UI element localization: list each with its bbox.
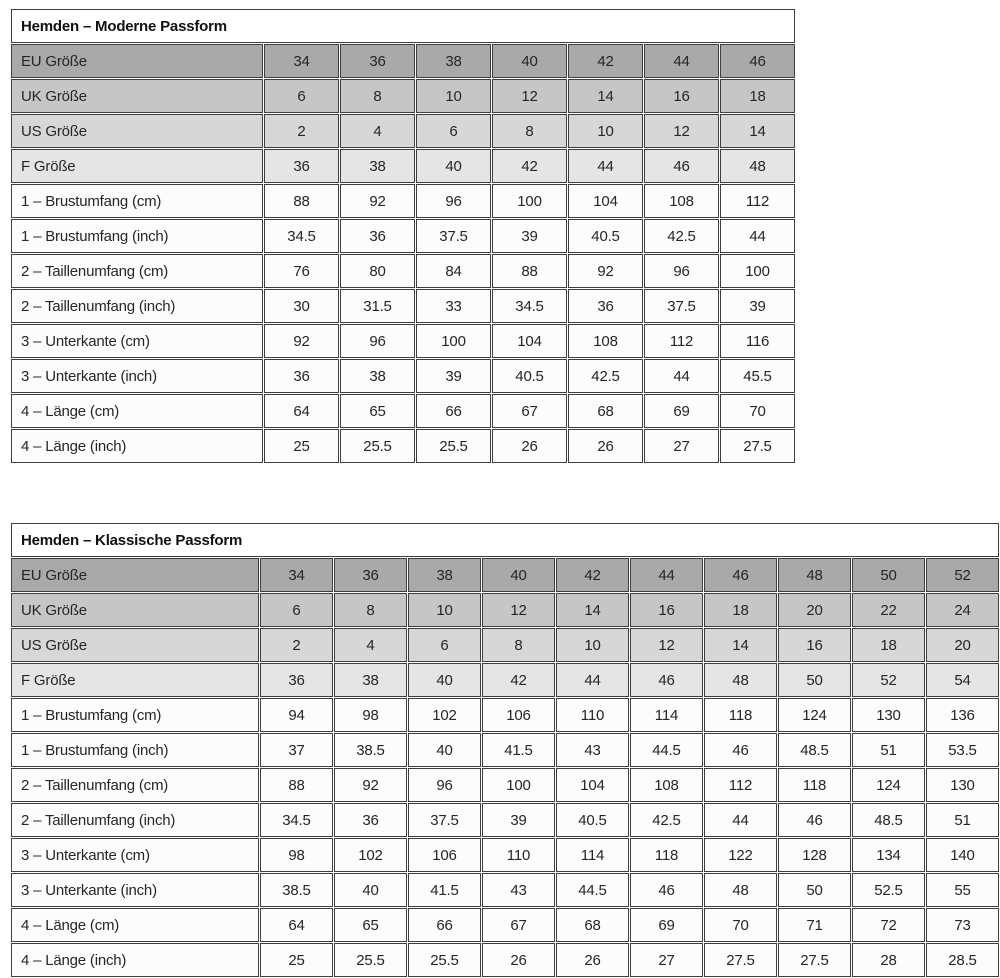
size-value-cell: 42 bbox=[568, 44, 643, 78]
size-value-cell: 40.5 bbox=[568, 219, 643, 253]
table-row bbox=[11, 149, 795, 183]
size-value-cell: 36 bbox=[340, 44, 415, 78]
size-value-cell: 104 bbox=[492, 324, 567, 358]
size-value-cell: 88 bbox=[492, 254, 567, 288]
size-value-cell: 46 bbox=[644, 149, 719, 183]
size-value-cell: 100 bbox=[416, 324, 491, 358]
size-value-cell: 36 bbox=[568, 289, 643, 323]
size-value-cell: 39 bbox=[416, 359, 491, 393]
size-value-cell: 69 bbox=[630, 908, 703, 942]
size-value-cell: 73 bbox=[926, 908, 999, 942]
size-value-cell: 44 bbox=[630, 558, 703, 592]
size-value-cell: 108 bbox=[644, 184, 719, 218]
size-value-cell: 48.5 bbox=[778, 733, 851, 767]
size-value-cell: 51 bbox=[852, 733, 925, 767]
size-value-cell: 12 bbox=[644, 114, 719, 148]
size-value-cell: 27 bbox=[630, 943, 703, 977]
size-value-cell: 39 bbox=[492, 219, 567, 253]
size-value-cell: 34 bbox=[260, 558, 333, 592]
table-row bbox=[11, 394, 795, 428]
size-value-cell: 28.5 bbox=[926, 943, 999, 977]
size-value-cell: 42 bbox=[556, 558, 629, 592]
size-value-cell: 38 bbox=[408, 558, 481, 592]
size-value-cell: 88 bbox=[264, 184, 339, 218]
size-value-cell: 16 bbox=[630, 593, 703, 627]
size-value-cell: 44 bbox=[556, 663, 629, 697]
size-value-cell: 30 bbox=[264, 289, 339, 323]
row-label: 2 – Taillenumfang (cm) bbox=[11, 768, 259, 802]
row-label: 4 – Länge (cm) bbox=[11, 394, 263, 428]
size-value-cell: 38.5 bbox=[260, 873, 333, 907]
size-value-cell: 44.5 bbox=[556, 873, 629, 907]
size-value-cell: 98 bbox=[260, 838, 333, 872]
size-value-cell: 64 bbox=[264, 394, 339, 428]
size-value-cell: 44 bbox=[568, 149, 643, 183]
size-value-cell: 22 bbox=[852, 593, 925, 627]
table-row bbox=[11, 79, 795, 113]
size-value-cell: 36 bbox=[340, 219, 415, 253]
title-row bbox=[11, 523, 999, 557]
size-value-cell: 92 bbox=[340, 184, 415, 218]
size-value-cell: 110 bbox=[556, 698, 629, 732]
row-label: F Größe bbox=[11, 149, 263, 183]
size-value-cell: 44 bbox=[644, 44, 719, 78]
size-value-cell: 41.5 bbox=[482, 733, 555, 767]
size-value-cell: 104 bbox=[556, 768, 629, 802]
size-value-cell: 96 bbox=[644, 254, 719, 288]
size-value-cell: 104 bbox=[568, 184, 643, 218]
size-value-cell: 27.5 bbox=[704, 943, 777, 977]
size-value-cell: 102 bbox=[408, 698, 481, 732]
size-value-cell: 108 bbox=[630, 768, 703, 802]
size-value-cell: 70 bbox=[704, 908, 777, 942]
size-value-cell: 34.5 bbox=[260, 803, 333, 837]
size-value-cell: 80 bbox=[340, 254, 415, 288]
size-value-cell: 2 bbox=[260, 628, 333, 662]
row-label: EU Größe bbox=[11, 558, 259, 592]
size-value-cell: 16 bbox=[644, 79, 719, 113]
size-value-cell: 43 bbox=[556, 733, 629, 767]
size-value-cell: 27 bbox=[644, 429, 719, 463]
row-label: US Größe bbox=[11, 628, 259, 662]
size-value-cell: 108 bbox=[568, 324, 643, 358]
size-value-cell: 48.5 bbox=[852, 803, 925, 837]
size-value-cell: 37.5 bbox=[644, 289, 719, 323]
size-value-cell: 25 bbox=[264, 429, 339, 463]
size-value-cell: 6 bbox=[416, 114, 491, 148]
table-row bbox=[11, 733, 999, 767]
size-value-cell: 34 bbox=[264, 44, 339, 78]
row-label: 2 – Taillenumfang (inch) bbox=[11, 289, 263, 323]
size-value-cell: 53.5 bbox=[926, 733, 999, 767]
size-value-cell: 92 bbox=[334, 768, 407, 802]
size-value-cell: 116 bbox=[720, 324, 795, 358]
size-value-cell: 114 bbox=[556, 838, 629, 872]
size-value-cell: 39 bbox=[720, 289, 795, 323]
size-value-cell: 39 bbox=[482, 803, 555, 837]
size-value-cell: 26 bbox=[568, 429, 643, 463]
table-row bbox=[11, 219, 795, 253]
table-row bbox=[11, 943, 999, 977]
size-value-cell: 130 bbox=[926, 768, 999, 802]
size-value-cell: 88 bbox=[260, 768, 333, 802]
size-chart-klassische-passform bbox=[10, 522, 1000, 978]
size-value-cell: 124 bbox=[778, 698, 851, 732]
size-value-cell: 64 bbox=[260, 908, 333, 942]
size-table bbox=[10, 8, 796, 464]
size-value-cell: 40 bbox=[492, 44, 567, 78]
row-label: EU Größe bbox=[11, 44, 263, 78]
size-value-cell: 50 bbox=[778, 663, 851, 697]
size-value-cell: 46 bbox=[720, 44, 795, 78]
row-label: 4 – Länge (inch) bbox=[11, 943, 259, 977]
size-value-cell: 67 bbox=[482, 908, 555, 942]
size-value-cell: 50 bbox=[778, 873, 851, 907]
row-label: 1 – Brustumfang (inch) bbox=[11, 219, 263, 253]
size-value-cell: 36 bbox=[264, 149, 339, 183]
title-row bbox=[11, 9, 795, 43]
size-value-cell: 38 bbox=[340, 359, 415, 393]
table-row bbox=[11, 838, 999, 872]
size-value-cell: 118 bbox=[704, 698, 777, 732]
size-value-cell: 94 bbox=[260, 698, 333, 732]
size-value-cell: 34.5 bbox=[264, 219, 339, 253]
size-value-cell: 124 bbox=[852, 768, 925, 802]
size-value-cell: 42.5 bbox=[568, 359, 643, 393]
size-value-cell: 44 bbox=[720, 219, 795, 253]
size-value-cell: 100 bbox=[720, 254, 795, 288]
size-value-cell: 106 bbox=[408, 838, 481, 872]
size-table bbox=[10, 522, 1000, 978]
size-value-cell: 6 bbox=[408, 628, 481, 662]
table-row bbox=[11, 558, 999, 592]
row-label: 4 – Länge (inch) bbox=[11, 429, 263, 463]
size-value-cell: 40 bbox=[408, 663, 481, 697]
size-value-cell: 18 bbox=[704, 593, 777, 627]
size-value-cell: 48 bbox=[704, 873, 777, 907]
table-row bbox=[11, 324, 795, 358]
size-value-cell: 114 bbox=[630, 698, 703, 732]
size-value-cell: 4 bbox=[334, 628, 407, 662]
size-value-cell: 10 bbox=[556, 628, 629, 662]
table-row bbox=[11, 698, 999, 732]
row-label: 2 – Taillenumfang (inch) bbox=[11, 803, 259, 837]
size-value-cell: 4 bbox=[340, 114, 415, 148]
row-label: 3 – Unterkante (cm) bbox=[11, 324, 263, 358]
size-value-cell: 33 bbox=[416, 289, 491, 323]
table-row bbox=[11, 254, 795, 288]
row-label: F Größe bbox=[11, 663, 259, 697]
size-value-cell: 18 bbox=[852, 628, 925, 662]
size-value-cell: 46 bbox=[704, 558, 777, 592]
size-value-cell: 50 bbox=[852, 558, 925, 592]
size-value-cell: 48 bbox=[704, 663, 777, 697]
size-value-cell: 36 bbox=[264, 359, 339, 393]
size-value-cell: 43 bbox=[482, 873, 555, 907]
table-row bbox=[11, 429, 795, 463]
size-value-cell: 42 bbox=[482, 663, 555, 697]
size-value-cell: 8 bbox=[482, 628, 555, 662]
size-value-cell: 66 bbox=[416, 394, 491, 428]
size-value-cell: 96 bbox=[408, 768, 481, 802]
size-value-cell: 25.5 bbox=[416, 429, 491, 463]
size-value-cell: 98 bbox=[334, 698, 407, 732]
size-value-cell: 42.5 bbox=[644, 219, 719, 253]
size-value-cell: 112 bbox=[644, 324, 719, 358]
size-value-cell: 40 bbox=[408, 733, 481, 767]
size-value-cell: 14 bbox=[556, 593, 629, 627]
row-label: 1 – Brustumfang (cm) bbox=[11, 698, 259, 732]
size-value-cell: 84 bbox=[416, 254, 491, 288]
size-value-cell: 44 bbox=[704, 803, 777, 837]
size-value-cell: 48 bbox=[720, 149, 795, 183]
row-label: 4 – Länge (cm) bbox=[11, 908, 259, 942]
size-value-cell: 25.5 bbox=[340, 429, 415, 463]
table-row bbox=[11, 908, 999, 942]
size-value-cell: 10 bbox=[408, 593, 481, 627]
size-value-cell: 12 bbox=[492, 79, 567, 113]
table-row bbox=[11, 359, 795, 393]
size-value-cell: 46 bbox=[704, 733, 777, 767]
size-value-cell: 25.5 bbox=[334, 943, 407, 977]
table-row bbox=[11, 663, 999, 697]
table-body bbox=[11, 9, 795, 463]
size-value-cell: 52.5 bbox=[852, 873, 925, 907]
size-value-cell: 46 bbox=[778, 803, 851, 837]
size-value-cell: 20 bbox=[778, 593, 851, 627]
table-body bbox=[11, 523, 999, 977]
size-value-cell: 55 bbox=[926, 873, 999, 907]
row-label: 2 – Taillenumfang (cm) bbox=[11, 254, 263, 288]
size-value-cell: 20 bbox=[926, 628, 999, 662]
table-title: Hemden – Moderne Passform bbox=[11, 9, 795, 43]
size-value-cell: 26 bbox=[492, 429, 567, 463]
size-value-cell: 27.5 bbox=[720, 429, 795, 463]
size-value-cell: 69 bbox=[644, 394, 719, 428]
size-value-cell: 6 bbox=[264, 79, 339, 113]
size-value-cell: 46 bbox=[630, 873, 703, 907]
size-value-cell: 100 bbox=[492, 184, 567, 218]
size-value-cell: 44 bbox=[644, 359, 719, 393]
size-value-cell: 14 bbox=[720, 114, 795, 148]
size-value-cell: 2 bbox=[264, 114, 339, 148]
size-value-cell: 48 bbox=[778, 558, 851, 592]
size-value-cell: 54 bbox=[926, 663, 999, 697]
table-row bbox=[11, 768, 999, 802]
size-value-cell: 51 bbox=[926, 803, 999, 837]
size-value-cell: 40 bbox=[482, 558, 555, 592]
size-value-cell: 52 bbox=[852, 663, 925, 697]
size-value-cell: 25.5 bbox=[408, 943, 481, 977]
size-value-cell: 36 bbox=[260, 663, 333, 697]
size-value-cell: 134 bbox=[852, 838, 925, 872]
size-value-cell: 68 bbox=[556, 908, 629, 942]
size-value-cell: 65 bbox=[340, 394, 415, 428]
size-value-cell: 102 bbox=[334, 838, 407, 872]
size-value-cell: 25 bbox=[260, 943, 333, 977]
row-label: 3 – Unterkante (cm) bbox=[11, 838, 259, 872]
size-value-cell: 96 bbox=[340, 324, 415, 358]
table-row bbox=[11, 184, 795, 218]
size-value-cell: 40 bbox=[334, 873, 407, 907]
size-value-cell: 71 bbox=[778, 908, 851, 942]
size-value-cell: 37.5 bbox=[408, 803, 481, 837]
table-row bbox=[11, 593, 999, 627]
size-value-cell: 38 bbox=[416, 44, 491, 78]
row-label: 1 – Brustumfang (cm) bbox=[11, 184, 263, 218]
size-value-cell: 72 bbox=[852, 908, 925, 942]
size-value-cell: 96 bbox=[416, 184, 491, 218]
table-row bbox=[11, 803, 999, 837]
table-title: Hemden – Klassische Passform bbox=[11, 523, 999, 557]
size-value-cell: 112 bbox=[704, 768, 777, 802]
size-value-cell: 45.5 bbox=[720, 359, 795, 393]
size-value-cell: 6 bbox=[260, 593, 333, 627]
size-value-cell: 36 bbox=[334, 803, 407, 837]
size-value-cell: 28 bbox=[852, 943, 925, 977]
size-value-cell: 66 bbox=[408, 908, 481, 942]
size-value-cell: 40.5 bbox=[556, 803, 629, 837]
size-value-cell: 14 bbox=[704, 628, 777, 662]
size-value-cell: 26 bbox=[556, 943, 629, 977]
size-value-cell: 10 bbox=[568, 114, 643, 148]
row-label: UK Größe bbox=[11, 593, 259, 627]
size-value-cell: 52 bbox=[926, 558, 999, 592]
row-label: US Größe bbox=[11, 114, 263, 148]
size-value-cell: 112 bbox=[720, 184, 795, 218]
size-value-cell: 41.5 bbox=[408, 873, 481, 907]
size-value-cell: 37 bbox=[260, 733, 333, 767]
size-value-cell: 38 bbox=[340, 149, 415, 183]
size-value-cell: 12 bbox=[630, 628, 703, 662]
size-value-cell: 140 bbox=[926, 838, 999, 872]
size-value-cell: 16 bbox=[778, 628, 851, 662]
size-value-cell: 76 bbox=[264, 254, 339, 288]
size-value-cell: 65 bbox=[334, 908, 407, 942]
size-value-cell: 118 bbox=[630, 838, 703, 872]
size-value-cell: 92 bbox=[568, 254, 643, 288]
size-value-cell: 38.5 bbox=[334, 733, 407, 767]
size-value-cell: 27.5 bbox=[778, 943, 851, 977]
size-value-cell: 128 bbox=[778, 838, 851, 872]
size-value-cell: 122 bbox=[704, 838, 777, 872]
size-value-cell: 68 bbox=[568, 394, 643, 428]
size-value-cell: 12 bbox=[482, 593, 555, 627]
size-value-cell: 24 bbox=[926, 593, 999, 627]
size-value-cell: 26 bbox=[482, 943, 555, 977]
table-row bbox=[11, 289, 795, 323]
size-value-cell: 38 bbox=[334, 663, 407, 697]
size-value-cell: 34.5 bbox=[492, 289, 567, 323]
table-row bbox=[11, 628, 999, 662]
size-value-cell: 31.5 bbox=[340, 289, 415, 323]
size-value-cell: 8 bbox=[340, 79, 415, 113]
size-value-cell: 70 bbox=[720, 394, 795, 428]
size-value-cell: 36 bbox=[334, 558, 407, 592]
size-chart-moderne-passform bbox=[10, 8, 796, 464]
row-label: 3 – Unterkante (inch) bbox=[11, 873, 259, 907]
size-value-cell: 18 bbox=[720, 79, 795, 113]
row-label: 1 – Brustumfang (inch) bbox=[11, 733, 259, 767]
size-value-cell: 8 bbox=[492, 114, 567, 148]
size-value-cell: 37.5 bbox=[416, 219, 491, 253]
size-value-cell: 136 bbox=[926, 698, 999, 732]
size-value-cell: 42.5 bbox=[630, 803, 703, 837]
size-value-cell: 106 bbox=[482, 698, 555, 732]
row-label: UK Größe bbox=[11, 79, 263, 113]
size-value-cell: 46 bbox=[630, 663, 703, 697]
row-label: 3 – Unterkante (inch) bbox=[11, 359, 263, 393]
size-value-cell: 130 bbox=[852, 698, 925, 732]
size-value-cell: 14 bbox=[568, 79, 643, 113]
size-value-cell: 10 bbox=[416, 79, 491, 113]
size-value-cell: 100 bbox=[482, 768, 555, 802]
size-value-cell: 110 bbox=[482, 838, 555, 872]
table-row bbox=[11, 873, 999, 907]
size-value-cell: 67 bbox=[492, 394, 567, 428]
size-value-cell: 40 bbox=[416, 149, 491, 183]
table-row bbox=[11, 44, 795, 78]
size-value-cell: 92 bbox=[264, 324, 339, 358]
size-value-cell: 118 bbox=[778, 768, 851, 802]
size-value-cell: 40.5 bbox=[492, 359, 567, 393]
size-value-cell: 42 bbox=[492, 149, 567, 183]
table-row bbox=[11, 114, 795, 148]
size-value-cell: 44.5 bbox=[630, 733, 703, 767]
size-value-cell: 8 bbox=[334, 593, 407, 627]
